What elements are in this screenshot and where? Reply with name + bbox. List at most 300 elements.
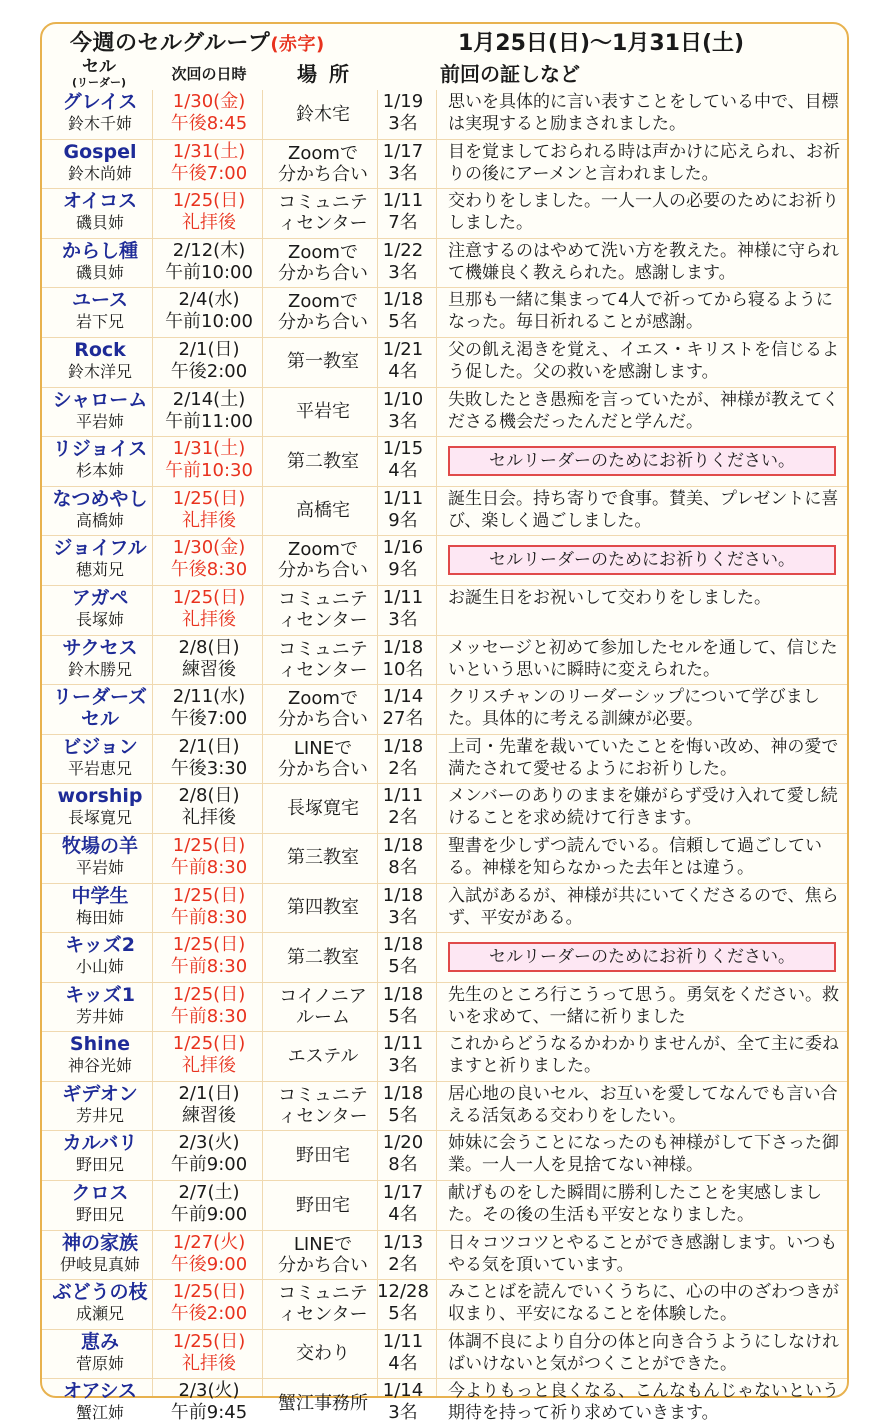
- cell-name: オイコス: [62, 190, 138, 213]
- next-datetime: [154, 438, 264, 482]
- leader-name: 芳井兄: [75, 1105, 124, 1125]
- place: 第四教室: [287, 897, 359, 918]
- next-date: 1/25(日): [172, 487, 246, 509]
- place: 高橋宅: [296, 500, 350, 522]
- last-date: 1/19: [382, 91, 424, 112]
- next-datetime: [154, 1182, 264, 1226]
- leader-name: 伊岐見真姉: [59, 1254, 140, 1274]
- next-date: 2/4(水): [178, 289, 240, 311]
- leader-name: 野田兄: [75, 1205, 124, 1225]
- next-time: 午前10:30: [165, 460, 253, 482]
- cell-name: Gospel: [63, 140, 137, 163]
- attendance: 5名: [388, 1104, 418, 1126]
- testimony: 失敗したとき愚痴を言っていたが、神様が教えてくださる機会だったんだと学んだ。: [448, 389, 839, 432]
- next-time: 午前9:00: [170, 1154, 248, 1176]
- next-datetime: [154, 1281, 264, 1325]
- next-time: 礼拝後: [182, 1352, 236, 1374]
- last-date: 1/11: [382, 785, 424, 807]
- next-date: 1/25(日): [172, 1281, 246, 1303]
- last-date: 1/11: [382, 190, 424, 212]
- next-date: 1/31(土): [172, 140, 246, 162]
- place: 蟹江事務所: [278, 1392, 368, 1414]
- next-time: 午後7:00: [170, 162, 248, 184]
- last-date: 1/22: [382, 239, 424, 261]
- next-datetime: [154, 190, 264, 234]
- last-date: 1/18: [382, 636, 424, 658]
- next-datetime: [154, 1331, 264, 1375]
- last-meeting: [372, 1083, 434, 1127]
- last-meeting: [372, 785, 434, 829]
- last-date: 1/17: [382, 140, 424, 162]
- attendance: 3名: [388, 1055, 418, 1077]
- attendance: 7名: [388, 212, 418, 234]
- cell-column: [50, 1033, 150, 1076]
- place: コミュニテ ィセンター: [278, 638, 368, 681]
- table-row: [42, 1378, 847, 1428]
- last-date: 1/18: [382, 983, 424, 1005]
- cell-column: [50, 1232, 150, 1275]
- testimony: 体調不良により自分の体と向き合うようにしなければいけないと気がつくことができた。: [448, 1331, 839, 1374]
- cell-column: [50, 637, 150, 680]
- cell-column: [50, 736, 150, 779]
- leader-name: 長塚姉: [75, 609, 124, 629]
- next-time: 午後7:00: [170, 708, 248, 730]
- last-date: 1/18: [382, 834, 424, 856]
- next-datetime: [154, 1380, 264, 1424]
- cell-name: ユース: [71, 289, 129, 312]
- cell-name: アガペ: [71, 586, 129, 609]
- last-meeting: [372, 389, 434, 433]
- leader-name: 磯貝姉: [75, 262, 124, 282]
- table-row: [42, 1031, 847, 1081]
- cell-name: ギデオン: [62, 1082, 138, 1105]
- next-time: 午前9:45: [170, 1402, 248, 1424]
- table-row: [42, 535, 847, 585]
- next-time: 練習後: [182, 1104, 236, 1126]
- attendance: 8名: [388, 856, 418, 878]
- last-date: 1/21: [382, 338, 424, 360]
- last-date: 1/11: [382, 1330, 424, 1352]
- table-row: [42, 585, 847, 635]
- table-row: [42, 635, 847, 685]
- testimony: 目を覚ましておられる時は声かけに応えられ、お祈りの後にアーメンと言われました。: [448, 141, 841, 184]
- title-text: 今週のセルグループ: [70, 31, 271, 56]
- place: コミュニテ ィセンター: [278, 588, 368, 631]
- testimony: 入試があるが、神様が共にいてくださるので、焦らず、平安がある。: [448, 885, 839, 928]
- last-meeting: [372, 1033, 434, 1077]
- col-header-date: 次回の日時: [171, 65, 247, 83]
- attendance: 8名: [388, 1154, 418, 1176]
- next-datetime: [154, 587, 264, 631]
- last-meeting: [372, 1281, 434, 1325]
- testimony: 今よりもっと良くなる、こんなもんじゃないという期待を持って祈り求めていきます。: [448, 1381, 839, 1424]
- cell-column: [50, 141, 150, 184]
- last-date: 1/18: [382, 289, 424, 311]
- cell-column: [50, 289, 150, 332]
- place: 鈴木宅: [296, 103, 350, 125]
- next-datetime: [154, 1132, 264, 1176]
- table-row: [42, 1081, 847, 1131]
- cell-column: [50, 1132, 150, 1175]
- schedule-table: [42, 90, 847, 1428]
- cell-name: ぶどうの枝: [52, 1281, 148, 1304]
- place: コミュニテ ィセンター: [278, 1283, 368, 1326]
- next-datetime: [154, 240, 264, 284]
- place: Zoomで 分かち合い: [278, 539, 368, 582]
- table-row: [42, 337, 847, 387]
- cell-name: ジョイフル: [53, 537, 147, 560]
- next-time: 午前11:00: [165, 410, 253, 432]
- next-date: 2/1(日): [178, 735, 240, 757]
- cell-column: [50, 1380, 150, 1423]
- next-datetime: [154, 686, 264, 730]
- next-date: 2/14(土): [172, 388, 246, 410]
- testimony: [448, 934, 842, 972]
- cell-name: オアシス: [62, 1380, 138, 1403]
- attendance: 3名: [388, 113, 418, 134]
- next-time: 午後8:30: [170, 559, 248, 581]
- next-date: 2/8(日): [178, 785, 240, 807]
- next-datetime: [154, 488, 264, 532]
- next-date: 1/25(日): [172, 934, 246, 956]
- cell-name: シャローム: [52, 388, 148, 411]
- cell-column: [50, 339, 150, 382]
- next-datetime: [154, 289, 264, 333]
- last-meeting: [372, 637, 434, 681]
- next-datetime: [154, 785, 264, 829]
- next-date: 2/3(火): [178, 1380, 240, 1402]
- leader-name: 平岩姉: [75, 411, 124, 431]
- page-title: [70, 26, 325, 57]
- cell-column: [50, 389, 150, 432]
- next-datetime: [154, 934, 264, 978]
- attendance: 4名: [388, 1352, 418, 1374]
- next-datetime: [154, 141, 264, 185]
- next-date: 1/25(日): [172, 1330, 246, 1352]
- next-date: 2/1(日): [178, 338, 240, 360]
- testimony: メンバーのありのままを嫌がらず受け入れて愛し続けることを求め続けて行きます。: [448, 786, 838, 829]
- testimony: 献げものをした瞬間に勝利したことを実感しました。その後の生活も平安となりました。: [448, 1183, 822, 1226]
- attendance: 5名: [388, 311, 418, 333]
- next-date: 1/25(日): [172, 834, 246, 856]
- attendance: 3名: [388, 162, 418, 184]
- place: Zoomで 分かち合い: [278, 241, 368, 284]
- next-datetime: [154, 637, 264, 681]
- last-meeting: [372, 240, 434, 284]
- cell-name: なつめやし: [52, 487, 148, 510]
- leader-name: 杉本姉: [75, 461, 124, 481]
- cell-name: からし種: [61, 239, 138, 262]
- next-time: 午前10:00: [165, 261, 253, 283]
- prayer-request-box: セルリーダーのためにお祈りください。: [448, 545, 836, 575]
- last-date: 1/18: [382, 884, 424, 906]
- last-date: 12/28: [377, 1281, 429, 1303]
- place: 第三教室: [287, 847, 359, 869]
- table-row: [42, 883, 847, 933]
- attendance: 4名: [388, 1204, 418, 1226]
- cell-name: サクセス: [62, 636, 138, 659]
- leader-name: 鈴木千姉: [67, 114, 132, 133]
- table-row: [42, 734, 847, 784]
- leader-name: 高橋姉: [75, 510, 124, 530]
- cell-name: キッズ1: [65, 983, 135, 1006]
- next-time: 午前10:00: [165, 311, 253, 333]
- cell-name: キッズ2: [65, 934, 135, 957]
- table-row: [42, 188, 847, 238]
- cell-column: [50, 686, 150, 730]
- leader-name: 菅原姉: [75, 1353, 124, 1373]
- last-date: 1/10: [382, 388, 424, 410]
- last-date: 1/11: [382, 586, 424, 608]
- next-date: 1/27(火): [172, 1231, 246, 1253]
- attendance: 9名: [388, 509, 418, 531]
- next-time: 午前8:30: [170, 856, 248, 878]
- testimony: [448, 438, 842, 476]
- title-row: [42, 24, 847, 58]
- testimony: 旦那も一緒に集まって4人で祈ってから寝るようになった。毎日祈れることが感謝。: [448, 290, 833, 333]
- testimony: 思いを具体的に言い表すことをしている中で、目標は実現すると励まされました。: [448, 92, 839, 134]
- cell-column: [50, 91, 150, 134]
- next-date: 2/1(日): [178, 1082, 240, 1104]
- cell-name: Rock: [74, 338, 126, 361]
- testimony: 居心地の良いセル、お互いを愛してなんでも言い合える活気ある交わりをしたい。: [448, 1083, 838, 1126]
- leader-name: 磯貝姉: [75, 213, 124, 233]
- attendance: 4名: [388, 460, 418, 482]
- last-meeting: [372, 1380, 434, 1424]
- last-date: 1/15: [382, 438, 424, 460]
- testimony: 上司・先輩を裁いていたことを悔い改め、神の愛で満たされて愛せるようにお祈りした。: [448, 736, 839, 779]
- next-date: 1/25(日): [172, 1033, 246, 1055]
- leader-name: 穂苅兄: [75, 560, 124, 580]
- cell-column: [50, 885, 150, 928]
- place: LINEで 分かち合い: [278, 737, 368, 780]
- last-meeting: [372, 984, 434, 1028]
- next-date: 2/8(日): [178, 636, 240, 658]
- last-meeting: [372, 736, 434, 780]
- place: 第二教室: [287, 946, 359, 968]
- attendance: 3名: [388, 261, 418, 283]
- attendance: 27名: [382, 708, 424, 730]
- last-date: 1/17: [382, 1182, 424, 1204]
- next-time: 午前8:30: [170, 1005, 248, 1027]
- table-row: [42, 833, 847, 883]
- place: Zoomで 分かち合い: [278, 142, 368, 185]
- leader-name: 芳井姉: [75, 1006, 124, 1026]
- leader-name: 成瀬兄: [75, 1304, 124, 1324]
- attendance: 3名: [388, 608, 418, 630]
- testimony: 日々コツコツとやることができ感謝します。いつもやる気を頂いています。: [448, 1232, 838, 1275]
- cell-column: [50, 785, 150, 828]
- last-meeting: [372, 339, 434, 383]
- testimony: 注意するのはやめて洗い方を教えた。神様に守られて機嫌良く教えられた。感謝します。: [448, 240, 839, 283]
- last-date: 1/18: [382, 934, 424, 956]
- cell-column: [50, 240, 150, 283]
- last-meeting: [372, 1232, 434, 1276]
- table-row: [42, 436, 847, 486]
- next-time: 午後9:00: [170, 1253, 248, 1275]
- place: コミュニテ ィセンター: [278, 1084, 368, 1127]
- table-row: [42, 1230, 847, 1280]
- table-row: [42, 982, 847, 1032]
- table-row: [42, 684, 847, 734]
- last-date: 1/20: [382, 1132, 424, 1154]
- place: Zoomで 分かち合い: [278, 688, 368, 731]
- next-date: 1/25(日): [172, 884, 246, 906]
- leader-name: 岩下兄: [75, 312, 124, 332]
- table-row: [42, 287, 847, 337]
- leader-name: 神谷光姉: [67, 1056, 132, 1076]
- table-row: [42, 1180, 847, 1230]
- last-meeting: [372, 1182, 434, 1226]
- cell-column: [50, 488, 150, 531]
- last-date: 1/11: [382, 487, 424, 509]
- cell-column: [50, 190, 150, 233]
- cell-column: [50, 537, 150, 580]
- next-time: 午前9:00: [170, 1204, 248, 1226]
- last-meeting: [372, 587, 434, 631]
- last-date: 1/11: [382, 1033, 424, 1055]
- cell-name: リジョイス: [52, 438, 148, 461]
- place: 第二教室: [287, 450, 359, 472]
- next-datetime: [154, 885, 264, 929]
- testimony: メッセージと初めて参加したセルを通して、信じたいという思いに瞬時に変えられた。: [448, 637, 838, 680]
- cell-name: グレイス: [62, 91, 138, 113]
- prayer-request-box: セルリーダーのためにお祈りください。: [448, 446, 836, 476]
- cell-column: [50, 1083, 150, 1126]
- last-meeting: [372, 835, 434, 879]
- table-row: [42, 486, 847, 536]
- cell-column: [50, 835, 150, 878]
- next-date: 1/31(土): [172, 438, 246, 460]
- cell-column: [50, 1281, 150, 1324]
- last-date: 1/14: [382, 686, 424, 708]
- attendance: 5名: [388, 956, 418, 978]
- next-date: 2/12(木): [172, 239, 246, 261]
- last-meeting: [372, 885, 434, 929]
- next-datetime: [154, 1232, 264, 1276]
- last-meeting: [372, 1132, 434, 1176]
- next-time: 礼拝後: [182, 509, 236, 531]
- attendance: 3名: [388, 410, 418, 432]
- testimony: [448, 537, 842, 575]
- date-range: 1月25日(日)〜1月31日(土): [458, 31, 745, 56]
- last-meeting: [372, 1331, 434, 1375]
- last-date: 1/18: [382, 735, 424, 757]
- place: 野田宅: [296, 1194, 350, 1216]
- leader-name: 平岩姉: [75, 857, 124, 877]
- col-header-notes: 前回の証しなど: [440, 62, 580, 86]
- last-meeting: [372, 91, 434, 135]
- next-date: 1/25(日): [172, 586, 246, 608]
- next-datetime: [154, 1083, 264, 1127]
- last-meeting: [372, 934, 434, 978]
- cell-column: [50, 587, 150, 630]
- place: LINEで 分かち合い: [278, 1233, 368, 1276]
- cell-name: 神の家族: [61, 1231, 138, 1254]
- cell-column: [50, 934, 150, 977]
- place: Zoomで 分かち合い: [278, 291, 368, 334]
- last-meeting: [372, 289, 434, 333]
- next-time: 午後2:00: [170, 1303, 248, 1325]
- last-date: 1/18: [382, 1082, 424, 1104]
- attendance: 3名: [388, 906, 418, 928]
- next-time: 午後3:30: [170, 757, 248, 779]
- cell-name: 中学生: [71, 884, 129, 907]
- next-datetime: [154, 984, 264, 1028]
- next-datetime: [154, 339, 264, 383]
- schedule-frame: [40, 22, 849, 1424]
- table-row: [42, 1130, 847, 1180]
- last-meeting: [372, 488, 434, 532]
- last-date: 1/14: [382, 1380, 424, 1402]
- cell-name: カルバリ: [62, 1132, 138, 1155]
- leader-name: 平岩恵兄: [67, 758, 132, 778]
- leader-name: 鈴木勝兄: [67, 659, 132, 679]
- cell-name: リーダーズ: [52, 686, 148, 709]
- table-row: [42, 932, 847, 982]
- table-row: [42, 1279, 847, 1329]
- table-row: [42, 139, 847, 189]
- leader-name: 長塚寛兄: [67, 808, 132, 828]
- testimony: 姉妹に会うことになったのも神様がして下さった御業。一人一人を見捨てない神様。: [448, 1133, 839, 1176]
- next-datetime: [154, 736, 264, 780]
- next-date: 1/30(金): [172, 537, 246, 559]
- place: 平岩宅: [296, 401, 350, 423]
- place: エステル: [287, 1045, 359, 1067]
- table-row: [42, 238, 847, 288]
- last-date: 1/13: [382, 1231, 424, 1253]
- table-row: [42, 90, 847, 139]
- testimony: お誕生日をお祝いして交わりをしました。: [448, 587, 771, 608]
- next-date: 2/11(水): [172, 686, 246, 708]
- leader-name: 小山姉: [75, 957, 124, 977]
- title-note: (赤字): [270, 34, 325, 55]
- leader-name: 鈴木尚姉: [67, 163, 132, 183]
- cell-column: [50, 1182, 150, 1225]
- testimony: 父の飢え渇きを覚え、イエス・キリストを信じるよう促した。父の救いを感謝します。: [448, 339, 839, 382]
- cell-column: [50, 984, 150, 1027]
- attendance: 5名: [388, 1005, 418, 1027]
- testimony: 誕生日会。持ち寄りで食事。賛美、プレゼントに喜び、楽しく過ごしました。: [448, 488, 839, 531]
- next-time: 礼拝後: [182, 608, 236, 630]
- next-datetime: [154, 537, 264, 581]
- col-header-cell: [50, 57, 148, 94]
- last-meeting: [372, 537, 434, 581]
- testimony: これからどうなるかわかりませんが、全て主に委ねますと祈りました。: [448, 1034, 839, 1077]
- place: 長塚寛宅: [287, 797, 359, 819]
- attendance: 9名: [388, 559, 418, 581]
- next-time: 午前8:30: [170, 906, 248, 928]
- last-meeting: [372, 686, 434, 730]
- attendance: 2名: [388, 807, 418, 829]
- col-header-cell-label: セル: [82, 57, 116, 77]
- prayer-request-box: セルリーダーのためにお祈りください。: [448, 942, 836, 972]
- next-date: 2/3(火): [178, 1132, 240, 1154]
- last-meeting: [372, 190, 434, 234]
- attendance: 5名: [388, 1303, 418, 1325]
- cell-name: Shine: [69, 1033, 131, 1056]
- next-time: 午後2:00: [170, 360, 248, 382]
- next-time: 午後8:45: [170, 113, 248, 134]
- last-meeting: [372, 141, 434, 185]
- next-datetime: [154, 1033, 264, 1077]
- next-date: 1/25(日): [172, 190, 246, 212]
- place: 野田宅: [296, 1144, 350, 1166]
- cell-name: worship: [57, 785, 143, 808]
- cell-column: [50, 1331, 150, 1374]
- attendance: 2名: [388, 757, 418, 779]
- cell-name: ビジョン: [62, 735, 138, 758]
